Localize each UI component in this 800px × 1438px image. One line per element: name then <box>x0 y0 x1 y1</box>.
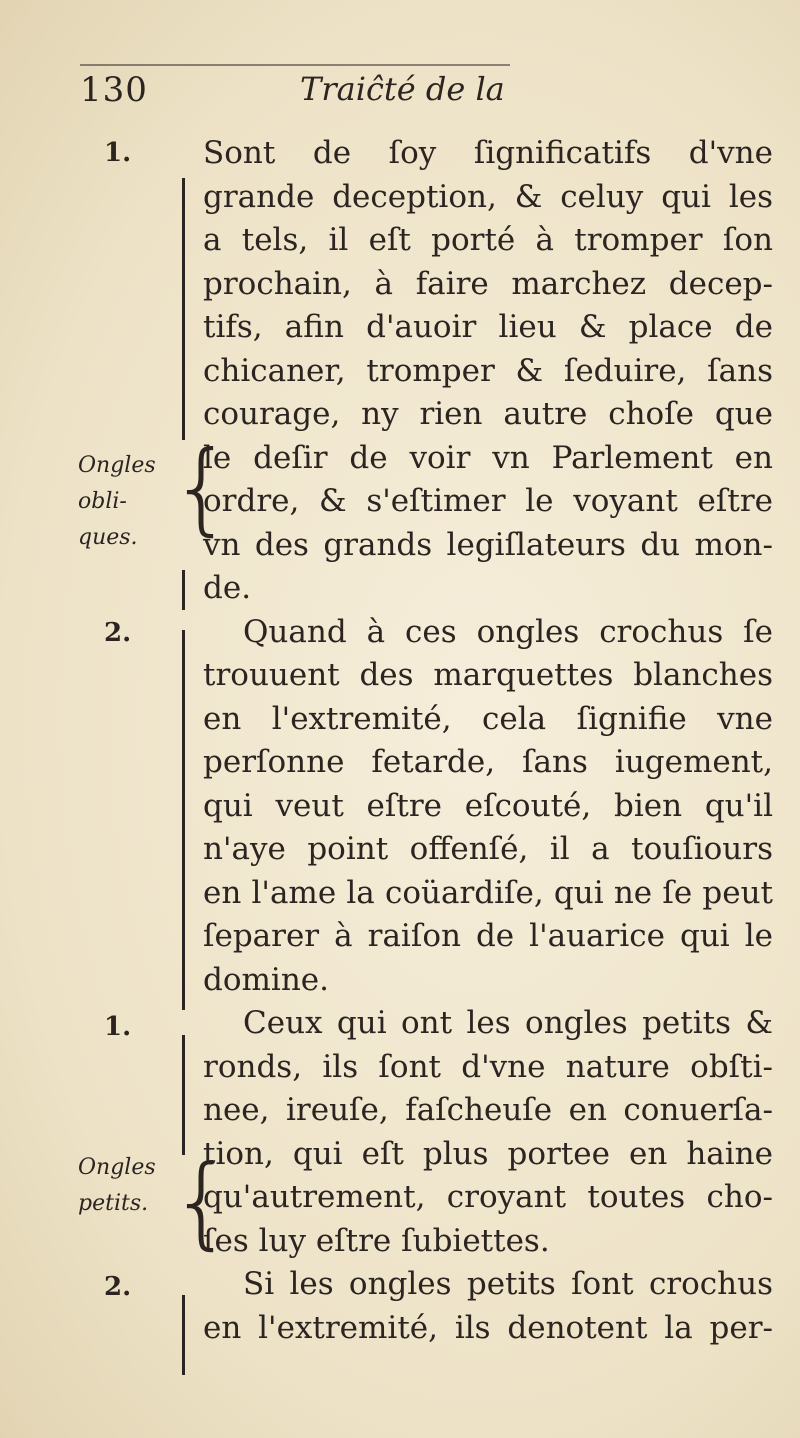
text-line: en l'extremité, ils denotent la per- <box>203 1309 773 1346</box>
text-line: ronds, ils ſont d'vne nature obſti- <box>203 1048 773 1085</box>
text-line: Sont de ſoy ſignificatifs d'vne <box>203 135 773 171</box>
text-line: trouuent des marquettes blanches <box>203 657 773 693</box>
text-line: qui veut eſtre eſcouté, bien qu'il <box>203 787 773 824</box>
paragraph-2 <box>203 611 773 655</box>
text-line: tifs, afin d'auoir lieu & place de <box>203 309 773 345</box>
margin-bar <box>182 1035 185 1155</box>
text-line: nee, ireuſe, faſcheuſe en conuerſa- <box>203 1092 773 1128</box>
text-line: tion, qui eſt plus portee en haine <box>203 1135 773 1172</box>
paragraph-3 <box>203 1002 773 1046</box>
text-line: en l'extremité, cela ſignifie vne <box>203 700 773 737</box>
margin-note-ongles-petits <box>78 1150 156 1222</box>
paragraph-4 <box>203 1263 773 1307</box>
text-line: n'aye point offenſé, il a touſiours <box>203 831 773 867</box>
text-line: le deſir de voir vn Parlement en <box>203 439 773 476</box>
paragraph-3-body <box>203 1046 773 1264</box>
page-number: 130 <box>80 70 148 110</box>
margin-note-line: Ongles <box>78 1155 156 1180</box>
paragraph-2-body <box>203 654 773 1002</box>
paragraph-number: 2. <box>104 618 132 648</box>
margin-bar <box>182 570 185 610</box>
margin-bar <box>182 178 185 440</box>
text-line: Ceux qui ont les ongles petits & <box>243 1005 773 1041</box>
text-line: Quand à ces ongles crochus ſe <box>243 613 773 650</box>
text-line: ſes luy eſtre ſubiettes. <box>203 1222 550 1259</box>
paragraph-4-body <box>203 1307 773 1351</box>
header-rule <box>80 64 510 66</box>
text-line: ſeparer à raiſon de l'auarice qui le <box>203 918 773 954</box>
text-line: en l'ame la coüardiſe, qui ne ſe peut <box>203 874 773 911</box>
text-line: de. <box>203 570 252 606</box>
margin-note-line: ques. <box>78 525 138 550</box>
text-line: a tels, il eſt porté à tromper ſon <box>203 222 773 258</box>
text-line: domine. <box>203 961 329 998</box>
margin-note-line: petits. <box>78 1191 149 1216</box>
brace-mark: { <box>170 429 234 546</box>
text-line: Si les ongles petits ſont crochus <box>243 1266 773 1302</box>
running-title: Traiĉté de la <box>300 70 505 108</box>
text-line: vn des grands legiſlateurs du mon- <box>203 526 773 563</box>
paragraph-1 <box>203 132 773 611</box>
margin-bar <box>182 1295 185 1375</box>
text-line: qu'autrement, croyant toutes cho- <box>203 1179 773 1215</box>
margin-note-line: obli- <box>78 489 127 514</box>
margin-note-line: Ongles <box>78 453 156 478</box>
text-line: ordre, & s'eſtimer le voyant eſtre <box>203 483 773 519</box>
text-line: grande deception, & celuy qui les <box>203 178 773 215</box>
brace-mark: { <box>170 1143 234 1260</box>
paragraph-number: 1. <box>104 138 132 168</box>
text-line: prochain, à faire marchez decep- <box>203 265 773 302</box>
text-line: courage, ny rien autre choſe que <box>203 396 773 432</box>
margin-bar <box>182 630 185 1010</box>
page-header <box>0 62 800 112</box>
paragraph-number: 1. <box>104 1012 132 1042</box>
paragraph-number: 2. <box>104 1272 132 1302</box>
text-line: perſonne fetarde, ſans iugement, <box>203 744 773 780</box>
body-text <box>203 132 773 1350</box>
margin-note-ongles-obliques <box>78 448 156 556</box>
text-line: chicaner, tromper & ſeduire, ſans <box>203 352 773 389</box>
